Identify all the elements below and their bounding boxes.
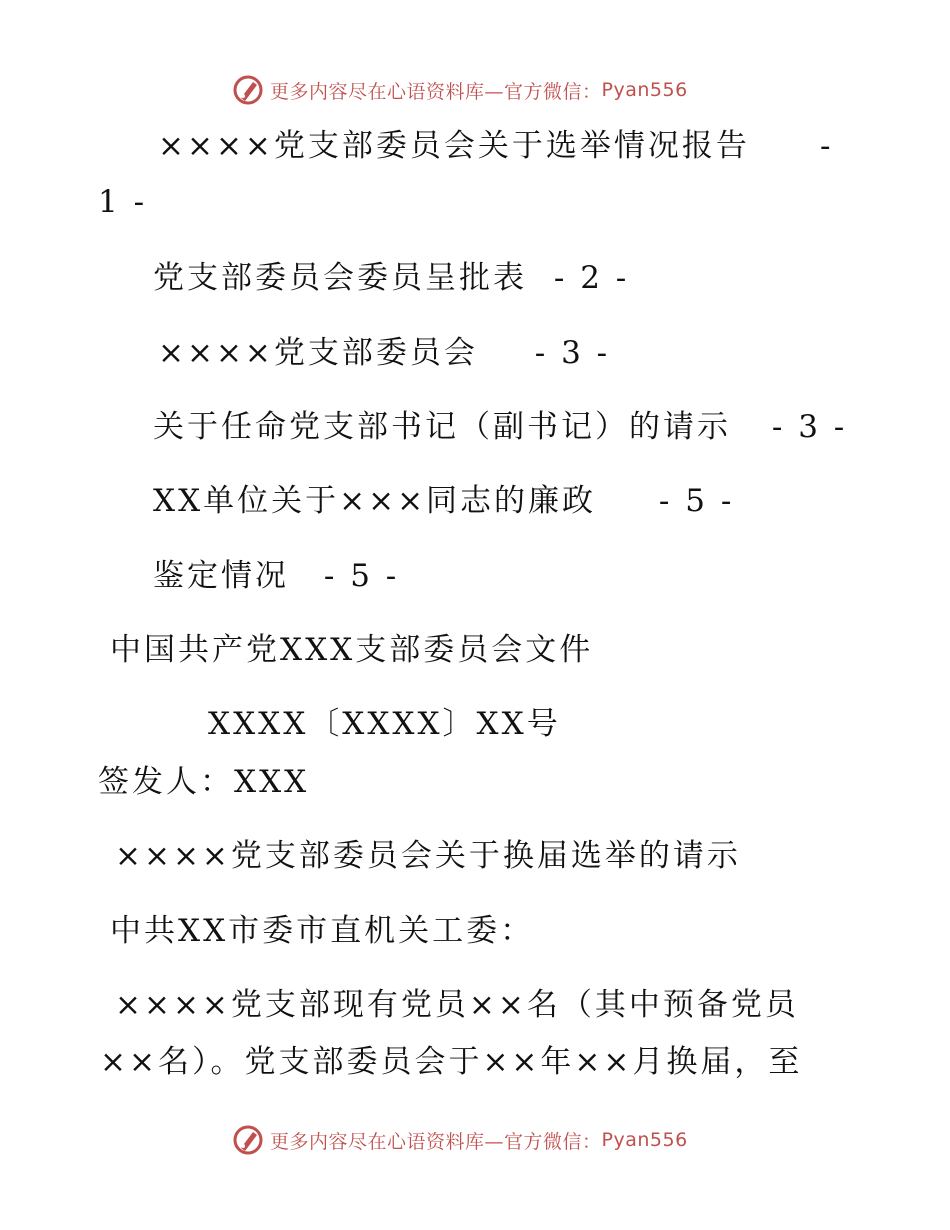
toc-entry-1-continuation: 1 - bbox=[98, 184, 148, 220]
toc-entry-4 bbox=[153, 407, 847, 447]
document-title: ××××党支部委员会关于换届选举的请示 bbox=[115, 838, 741, 874]
watermark-footer bbox=[232, 1122, 688, 1158]
toc-entry-title: ××××党支部委员会关于选举情况报告 bbox=[158, 128, 750, 164]
watermark-text: 更多内容尽在心语资料库—官方微信： bbox=[270, 80, 602, 103]
pen-seal-logo-icon bbox=[232, 1124, 264, 1156]
toc-entry-page: - 5 - bbox=[658, 483, 735, 519]
toc-entry-page: - 3 - bbox=[534, 335, 611, 371]
watermark-account: Pyan556 bbox=[601, 1129, 688, 1151]
toc-entry-title: ××××党支部委员会 bbox=[158, 335, 478, 371]
document-body-line-2: ××名）。党支部委员会于××年××月换届，至 bbox=[100, 1044, 803, 1080]
document-recipient: 中共XX市委市直机关工委： bbox=[110, 913, 535, 949]
toc-entry-page: - 2 - bbox=[553, 260, 630, 296]
toc-entry-1-page: - bbox=[820, 128, 834, 164]
watermark-account: Pyan556 bbox=[601, 79, 688, 101]
document-body-line-1: ××××党支部现有党员××名（其中预备党员 bbox=[115, 987, 799, 1023]
toc-entry-6 bbox=[153, 556, 399, 596]
toc-entry-2 bbox=[153, 258, 629, 298]
toc-entry-title: XX单位关于×××同志的廉政 bbox=[153, 483, 597, 519]
toc-entry-1 bbox=[158, 126, 750, 166]
watermark-text: 更多内容尽在心语资料库—官方微信： bbox=[270, 1130, 602, 1153]
watermark-header bbox=[232, 72, 688, 108]
pen-seal-logo-icon bbox=[232, 74, 264, 106]
toc-entry-page: - 3 - bbox=[771, 409, 848, 445]
toc-entry-5 bbox=[153, 481, 734, 521]
document-header: 中国共产党XXX支部委员会文件 bbox=[110, 632, 594, 668]
document-issuer: 签发人：XXX bbox=[98, 764, 310, 800]
toc-entry-3 bbox=[158, 333, 610, 373]
toc-entry-title: 关于任命党支部书记（副书记）的请示 bbox=[153, 409, 731, 445]
toc-entry-page: - 5 - bbox=[323, 558, 400, 594]
toc-entry-title: 党支部委员会委员呈批表 bbox=[153, 260, 527, 296]
document-number: XXXX〔XXXX〕XX号 bbox=[208, 706, 561, 742]
toc-entry-title: 鉴定情况 bbox=[153, 558, 289, 594]
